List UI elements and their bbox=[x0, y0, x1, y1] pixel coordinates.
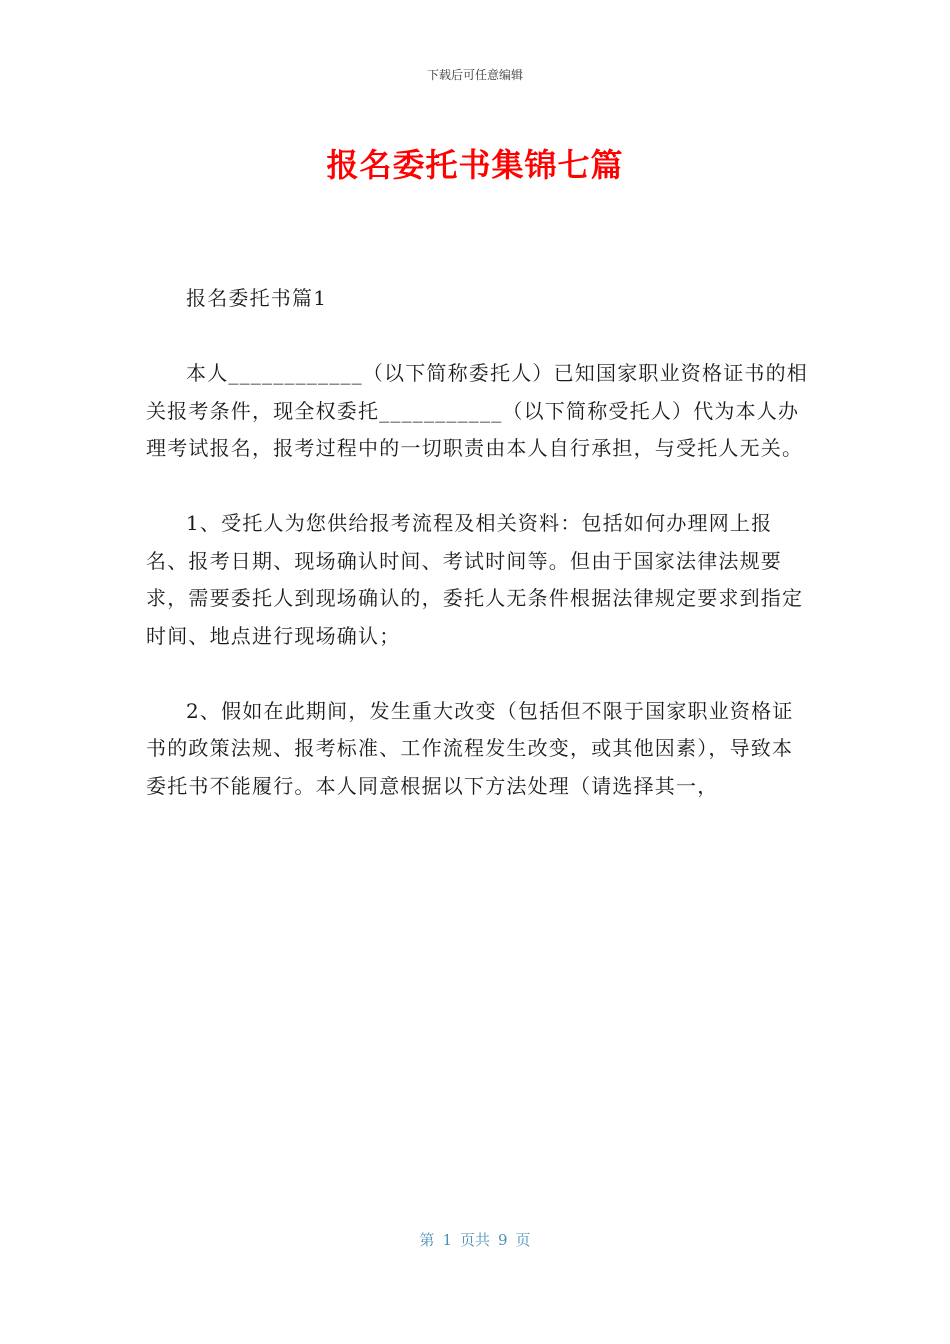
total-pages-number: 9 bbox=[498, 1231, 508, 1249]
paragraph-1: 本人____________（以下简称委托人）已知国家职业资格证书的相关报考条件，现全权委托___________（以下简称受托人）代为本人办理考试报名，报考过程中的一切职责由本人自行承担，与受托人无关。 bbox=[146, 361, 808, 460]
page-label-mid: 页共 bbox=[459, 1231, 490, 1249]
document-title: 报名委托书集锦七篇 bbox=[326, 146, 624, 184]
paragraph-2: 1、受托人为您供给报考流程及相关资料：包括如何办理网上报名、报考日期、现场确认时间、考试时间等。但由于国家法律法规要求，需要委托人到现场确认的，委托人无条件根据法律规定要求到指定时间、地点进行现场确认； bbox=[146, 511, 804, 648]
page-label-prefix: 第 bbox=[419, 1231, 435, 1249]
paragraph-3: 2、假如在此期间，发生重大改变（包括但不限于国家职业资格证书的政策法规、报考标准、工作流程发生改变，或其他因素），导致本委托书不能履行。本人同意根据以下方法处理（请选择其一， bbox=[146, 698, 794, 798]
document-body bbox=[146, 280, 810, 805]
current-page-number: 1 bbox=[442, 1231, 452, 1249]
page-number-footer bbox=[0, 1229, 950, 1250]
page-label-suffix: 页 bbox=[515, 1231, 531, 1249]
section-heading: 报名委托书篇1 bbox=[186, 286, 328, 310]
page-header-note: 下载后可任意编辑 bbox=[426, 68, 523, 82]
